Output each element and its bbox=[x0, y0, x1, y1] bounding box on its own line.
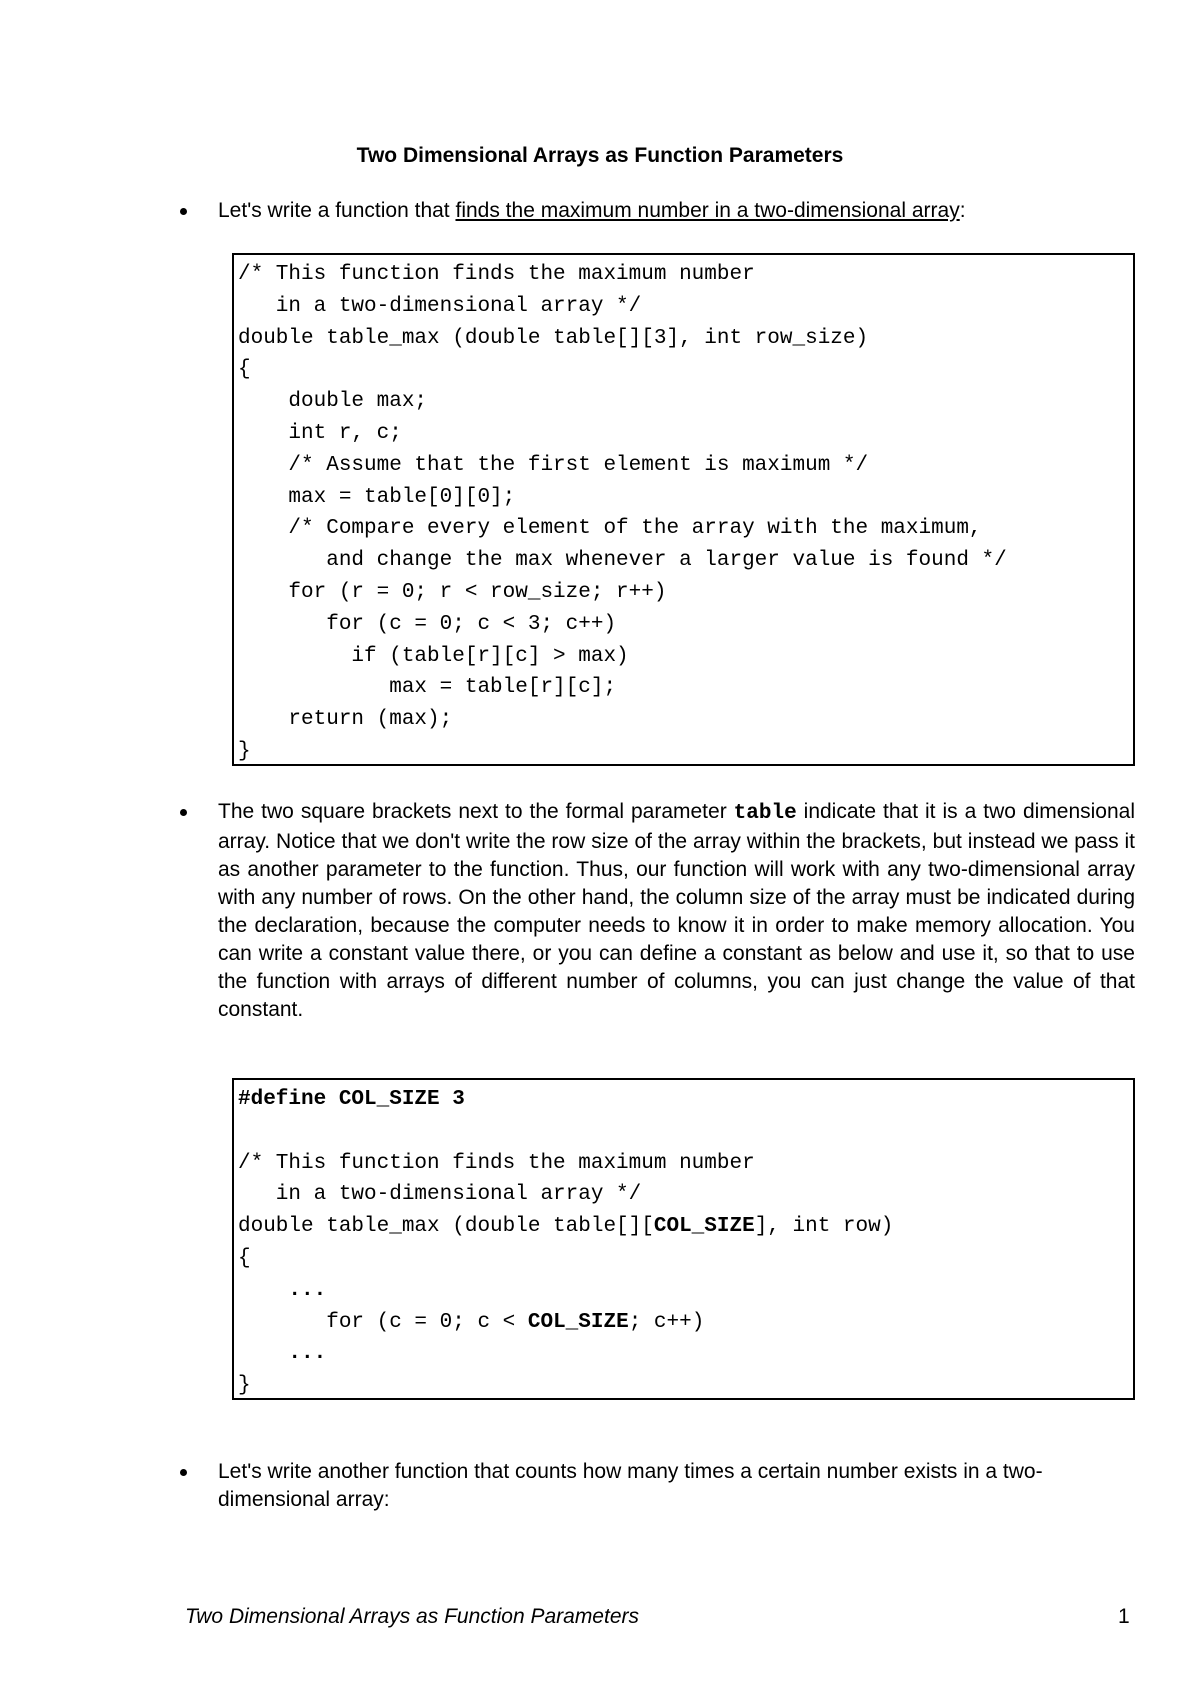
code2-comment-2: in a two-dimensional array */ bbox=[238, 1183, 642, 1207]
define-line: #define COL_SIZE 3 bbox=[238, 1088, 465, 1111]
bullet1-prefix: Let's write a function that bbox=[218, 199, 456, 222]
code2-for-pre: for (c = 0; c < bbox=[238, 1310, 528, 1334]
bullet-item-1 bbox=[180, 197, 1135, 225]
code2-ellipsis-2: ... bbox=[238, 1342, 327, 1366]
bullet-dot-icon bbox=[180, 208, 187, 215]
code-block-table-max bbox=[232, 253, 1135, 766]
bullet2-prefix: The two square brackets next to the formal parameter bbox=[218, 800, 734, 823]
code-line: max = table[0][0]; bbox=[238, 485, 516, 509]
code-block-col-size bbox=[232, 1078, 1135, 1400]
bullet-text-1 bbox=[218, 197, 1135, 225]
code2-close-brace: } bbox=[238, 1374, 251, 1398]
footer-title: Two Dimensional Arrays as Function Parameters bbox=[185, 1605, 639, 1628]
code2-signature-const: COL_SIZE bbox=[653, 1215, 755, 1239]
bullet2-keyword: table bbox=[733, 802, 797, 825]
code-line: for (r = 0; r < row_size; r++) bbox=[238, 580, 667, 604]
code2-open-brace: { bbox=[238, 1246, 251, 1270]
bullet2-suffix: indicate that it is a two dimensional array. Notice that we don't write the row size of the array within the brackets, but instead we pass it as another parameter to the function. Thus, our function will work with any two-dimensional array with any number of rows. On the other hand, the column size of the array must be indicated during the declaration, because the computer needs to know it in order to make memory allocation. You can write a constant value there, or you can define a constant as below and use it, so that to use the function with arrays of different number of columns, you can just change the value of that constant. bbox=[218, 800, 1136, 1021]
page-number: 1 bbox=[1118, 1605, 1130, 1628]
code-line: double table_max (double table[][3], int row_size) bbox=[238, 326, 869, 350]
bullet-item-3 bbox=[180, 1458, 1135, 1514]
code-line: /* Assume that the first element is maximum */ bbox=[238, 453, 869, 477]
code2-comment-1: /* This function finds the maximum number bbox=[238, 1151, 755, 1175]
code-listing-2 bbox=[238, 1084, 1133, 1402]
code-line: double max; bbox=[238, 390, 428, 414]
code-line: return (max); bbox=[238, 708, 453, 732]
code2-signature-pre: double table_max (double table[][ bbox=[238, 1215, 654, 1239]
bullet-dot-icon bbox=[180, 809, 187, 816]
bullet-dot-icon bbox=[180, 1469, 187, 1476]
code-listing-1 bbox=[238, 259, 1133, 768]
bullet-text-3: Let's write another function that counts how many times a certain number exists in a two-dimensional array: bbox=[218, 1460, 1043, 1511]
code-line: /* Compare every element of the array with the maximum, bbox=[238, 517, 982, 541]
page-title: Two Dimensional Arrays as Function Parameters bbox=[356, 144, 844, 167]
bullet1-suffix: : bbox=[959, 199, 966, 222]
bullet1-underlined: finds the maximum number in a two-dimensional array bbox=[455, 199, 960, 222]
bullet-item-2 bbox=[180, 798, 1135, 1024]
code-line: and change the max whenever a larger value is found */ bbox=[238, 549, 1007, 573]
code-line: in a two-dimensional array */ bbox=[238, 294, 642, 318]
code2-ellipsis-1: ... bbox=[238, 1278, 327, 1302]
code-line: { bbox=[238, 358, 251, 382]
code-line: max = table[r][c]; bbox=[238, 676, 617, 700]
code2-for-post: ; c++) bbox=[628, 1310, 705, 1334]
code2-signature-post: ], int row) bbox=[754, 1215, 894, 1239]
bullet-text-2 bbox=[218, 798, 1135, 1024]
code-line: int r, c; bbox=[238, 421, 402, 445]
code2-for-const: COL_SIZE bbox=[527, 1310, 629, 1334]
code-line: } bbox=[238, 739, 251, 763]
code-line: for (c = 0; c < 3; c++) bbox=[238, 612, 617, 636]
code-line: if (table[r][c] > max) bbox=[238, 644, 629, 668]
code-line: /* This function finds the maximum number bbox=[238, 263, 755, 286]
